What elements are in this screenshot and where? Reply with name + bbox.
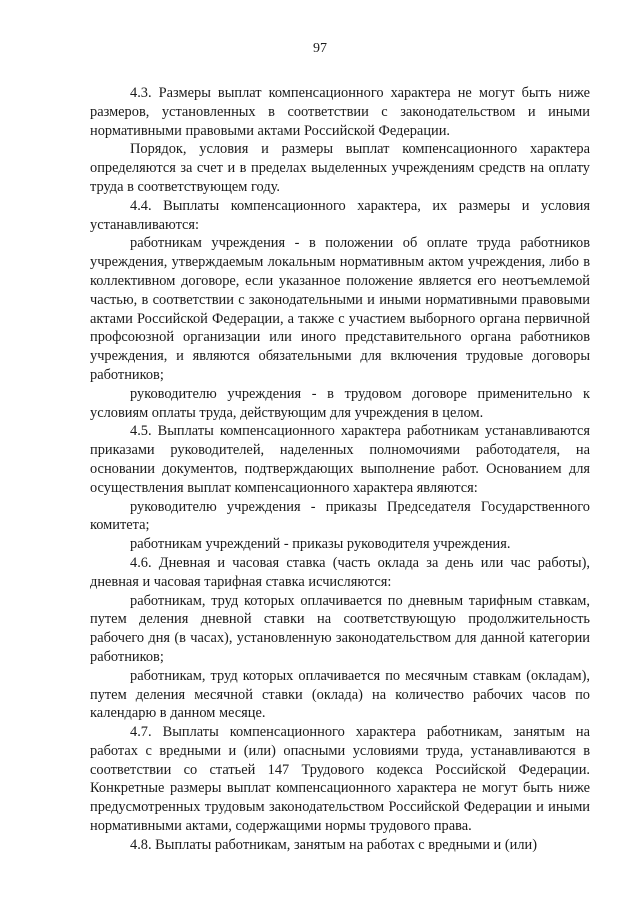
document-body [90, 84, 590, 855]
paragraph-4-5: 4.5. Выплаты компенсационного характера работникам устанавливаются приказами руководителей, наделенных полномочиями работодателя, на основании документов, подтверждающих выполнение работ. Основанием для осуществления выплат компенсационного характера являются: [90, 423, 590, 496]
paragraph-order-conditions: Порядок, условия и размеры выплат компенсационного характера определяются за счет и в пределах выделенных учреждениям средств на оплату труда в соответствующем году. [90, 141, 590, 195]
paragraph-employees: работникам учреждения - в положении об оплате труда работников учреждения, утверждаемым локальным нормативным актом учреждения, либо в коллективном договоре, если указанное положение является его неотъемлемой частью, в соответствии с законодательными и иными нормативными правовыми актами Российской Федерации, а также с участием выборного органа первичной профсоюзной организации или иного представительного органа работников учреждения, и являются обязательными для включения трудовые договоры работников; [90, 235, 590, 383]
paragraph-4-3: 4.3. Размеры выплат компенсационного характера не могут быть ниже размеров, установленных в соответствии с законодательством и иными нормативными правовыми актами Российской Федерации. [90, 85, 590, 139]
paragraph-4-7: 4.7. Выплаты компенсационного характера работникам, занятым на работах с вредными и (или) опасными условиями труда, устанавливаются в соответствии со статьей 147 Трудового кодекса Российской Федерации. Конкретные размеры выплат компенсационного характера не могут быть ниже предусмотренных трудовым законодательством Российской Федерации и иными нормативными актами, содержащими нормы трудового права. [90, 724, 590, 835]
paragraph-4-6: 4.6. Дневная и часовая ставка (часть оклада за день или час работы), дневная и часовая тарифная ставка исчисляются: [90, 554, 590, 590]
paragraph-daily-rates: работникам, труд которых оплачивается по дневным тарифным ставкам, путем деления дневной ставки на соответствующую продолжительность рабочего дня (в часах), установленную законодательством для данной категории работников; [90, 592, 590, 665]
paragraph-4-8: 4.8. Выплаты работникам, занятым на работах с вредными и (или) [130, 836, 537, 853]
paragraph-4-4: 4.4. Выплаты компенсационного характера, их размеры и условия устанавливаются: [90, 197, 590, 233]
paragraph-director-orders: руководителю учреждения - приказы Председателя Государственного комитета; [90, 498, 590, 534]
page-number: 97 [313, 41, 327, 56]
paragraph-director: руководителю учреждения - в трудовом договоре применительно к условиям оплаты труда, действующим для учреждения в целом. [90, 385, 590, 421]
paragraph-monthly-rates: работникам, труд которых оплачивается по месячным ставкам (окладам), путем деления месячной ставки (оклада) на количество рабочих часов по календарю в данном месяце. [90, 667, 590, 722]
paragraph-employee-orders: работникам учреждений - приказы руководителя учреждения. [130, 536, 511, 553]
